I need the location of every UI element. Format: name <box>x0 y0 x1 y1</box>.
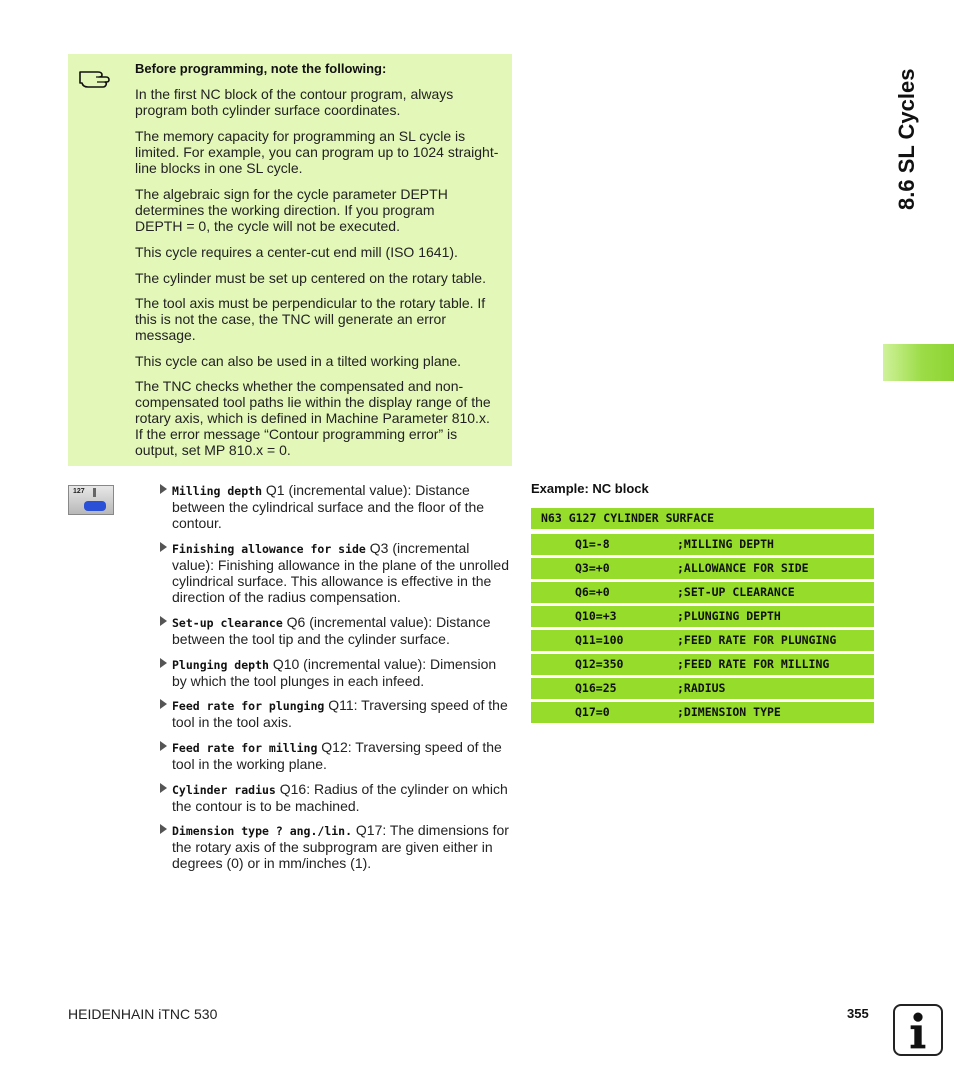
parameter-desc: degrees (0) or in mm/inches (1). <box>172 855 372 871</box>
note-paragraph <box>135 186 507 234</box>
parameter-text <box>172 822 510 871</box>
parameter-line <box>172 756 510 772</box>
note-line: limited. For example, you can program up to 1024 straight- <box>135 144 499 160</box>
nc-code: Q1=-8 <box>575 537 610 551</box>
nc-comment: ;ALLOWANCE FOR SIDE <box>677 561 809 575</box>
parameter-line <box>172 714 510 730</box>
bullet-arrow-icon <box>160 542 167 552</box>
nc-comment: ;FEED RATE FOR MILLING <box>677 657 830 671</box>
parameter-desc: the rotary axis of the subprogram are given either in <box>172 839 493 855</box>
parameter-line <box>172 798 510 814</box>
note-paragraph <box>135 353 507 369</box>
chapter-tab <box>883 344 954 381</box>
note-line: this is not the case, the TNC will generate an error <box>135 311 447 327</box>
bullet-arrow-icon <box>160 658 167 668</box>
parameter-name: Feed rate for plunging <box>172 699 325 713</box>
nc-code: Q16=25 <box>575 681 617 695</box>
nc-row <box>531 534 874 555</box>
parameter-text <box>172 739 510 772</box>
note-paragraph <box>135 128 507 176</box>
note-paragraph <box>135 378 507 458</box>
note-line: This cycle requires a center-cut end mill (ISO 1641). <box>135 244 458 260</box>
note-line: line blocks in one SL cycle. <box>135 160 303 176</box>
parameter-desc: between the cylindrical surface and the floor of the <box>172 499 485 515</box>
parameter-desc: contour. <box>172 515 222 531</box>
parameter-desc: between the tool tip and the cylinder surface. <box>172 631 450 647</box>
pointing-hand-icon <box>78 62 112 90</box>
note-line: message. <box>135 327 196 343</box>
parameter-text <box>172 540 510 605</box>
note-line: compensated tool paths lie within the display range of the <box>135 394 491 410</box>
cycle-127-softkey[interactable] <box>68 485 114 515</box>
parameter-name: Cylinder radius <box>172 783 276 797</box>
nc-row <box>531 606 874 627</box>
parameter-name: Feed rate for milling <box>172 741 318 755</box>
nc-code: Q11=100 <box>575 633 624 647</box>
note-line: output, set MP 810.x = 0. <box>135 442 291 458</box>
parameter-name: Plunging depth <box>172 658 269 672</box>
parameter-line <box>172 839 510 855</box>
note-line: The algebraic sign for the cycle parameter DEPTH <box>135 186 448 202</box>
note-line: DEPTH = 0, the cycle will not be executed. <box>135 218 400 234</box>
nc-header-row <box>531 508 874 529</box>
nc-row <box>531 558 874 579</box>
nc-comment: ;SET-UP CLEARANCE <box>677 585 795 599</box>
note-line: determines the working direction. If you program <box>135 202 435 218</box>
page-number: 355 <box>847 1006 869 1021</box>
bullet-arrow-icon <box>160 741 167 751</box>
parameter-line <box>172 557 510 573</box>
parameter-desc: Q11: Traversing speed of the <box>328 697 508 713</box>
nc-comment: ;RADIUS <box>677 681 726 695</box>
nc-comment: ;MILLING DEPTH <box>677 537 774 551</box>
nc-row <box>531 582 874 603</box>
note-line: This cycle can also be used in a tilted working plane. <box>135 353 462 369</box>
note-paragraph <box>135 270 507 286</box>
nc-row <box>531 678 874 699</box>
footer-product: HEIDENHAIN iTNC 530 <box>68 1006 218 1022</box>
parameter-desc: Q1 (incremental value): Distance <box>265 482 470 498</box>
parameter-line <box>172 855 510 871</box>
parameter-line <box>172 673 510 689</box>
nc-code: Q17=0 <box>575 705 610 719</box>
note-line: If the error message “Contour programming error” is <box>135 426 458 442</box>
parameter-desc: value): Finishing allowance in the plane of the unrolled <box>172 557 509 573</box>
nc-row <box>531 702 874 723</box>
parameter-desc: tool in the tool axis. <box>172 714 292 730</box>
note-line: rotary axis, which is defined in Machine Parameter 810.x. <box>135 410 490 426</box>
parameter-desc: Q16: Radius of the cylinder on which <box>279 781 508 797</box>
parameter-text <box>172 781 510 814</box>
note-line: The TNC checks whether the compensated and non- <box>135 378 464 394</box>
note-paragraph <box>135 295 507 343</box>
parameter-item <box>160 697 510 730</box>
parameter-line <box>172 822 510 839</box>
bullet-arrow-icon <box>160 699 167 709</box>
parameter-desc: Q12: Traversing speed of the <box>321 739 502 755</box>
nc-code: Q3=+0 <box>575 561 610 575</box>
parameter-line <box>172 499 510 515</box>
parameter-line <box>172 589 510 605</box>
parameter-desc: Q17: The dimensions for <box>355 822 509 838</box>
nc-code: Q6=+0 <box>575 585 610 599</box>
note-title: Before programming, note the following: <box>135 61 387 76</box>
parameter-text <box>172 656 510 689</box>
parameter-line <box>172 540 510 557</box>
bullet-arrow-icon <box>160 783 167 793</box>
parameter-item <box>160 656 510 689</box>
parameter-line <box>172 739 510 756</box>
parameter-line <box>172 614 510 631</box>
nc-code: Q10=+3 <box>575 609 617 623</box>
note-line: The tool axis must be perpendicular to the rotary table. If <box>135 295 486 311</box>
parameter-line <box>172 781 510 798</box>
note-line: The memory capacity for programming an SL cycle is <box>135 128 466 144</box>
info-icon <box>893 1004 943 1056</box>
chapter-title: 8.6 SL Cycles <box>894 68 919 210</box>
softkey-label: 127 <box>73 488 85 495</box>
parameter-desc: direction of the radius compensation. <box>172 589 401 605</box>
parameter-text <box>172 697 510 730</box>
parameter-desc: Q3 (incremental <box>369 540 470 556</box>
parameter-item <box>160 739 510 772</box>
parameter-line <box>172 697 510 714</box>
tool-icon <box>93 488 96 497</box>
parameter-text <box>172 482 510 531</box>
parameter-name: Set-up clearance <box>172 616 283 630</box>
note-paragraph <box>135 244 507 260</box>
parameter-item <box>160 781 510 814</box>
nc-comment: ;PLUNGING DEPTH <box>677 609 781 623</box>
parameter-line <box>172 515 510 531</box>
parameter-name: Finishing allowance for side <box>172 542 366 556</box>
note-line: program both cylinder surface coordinates. <box>135 102 401 118</box>
note-line: In the first NC block of the contour program, always <box>135 86 454 102</box>
note-paragraph <box>135 86 507 118</box>
parameter-line <box>172 656 510 673</box>
parameter-item <box>160 482 510 531</box>
example-title: Example: NC block <box>531 481 649 496</box>
parameter-desc: cylindrical surface. This allowance is effective in the <box>172 573 492 589</box>
bullet-arrow-icon <box>160 824 167 834</box>
parameter-item <box>160 614 510 647</box>
parameter-desc: tool in the working plane. <box>172 756 327 772</box>
parameter-name: Milling depth <box>172 484 263 498</box>
parameter-desc: Q6 (incremental value): Distance <box>286 614 491 630</box>
nc-comment: ;FEED RATE FOR PLUNGING <box>677 633 837 647</box>
parameter-line <box>172 631 510 647</box>
note-line: The cylinder must be set up centered on the rotary table. <box>135 270 486 286</box>
parameter-item <box>160 822 510 871</box>
nc-row <box>531 654 874 675</box>
parameter-name: Dimension type ? ang./lin. <box>172 824 353 838</box>
parameter-text <box>172 614 510 647</box>
parameter-item <box>160 540 510 605</box>
parameter-line <box>172 482 510 499</box>
cylinder-icon <box>84 501 106 511</box>
parameter-desc: by which the tool plunges in each infeed. <box>172 673 425 689</box>
parameter-desc: Q10 (incremental value): Dimension <box>272 656 497 672</box>
nc-header: N63 G127 CYLINDER SURFACE <box>541 511 715 525</box>
nc-comment: ;DIMENSION TYPE <box>677 705 781 719</box>
bullet-arrow-icon <box>160 484 167 494</box>
bullet-arrow-icon <box>160 616 167 626</box>
nc-row <box>531 630 874 651</box>
nc-code: Q12=350 <box>575 657 624 671</box>
parameter-line <box>172 573 510 589</box>
parameter-desc: the contour is to be machined. <box>172 798 360 814</box>
